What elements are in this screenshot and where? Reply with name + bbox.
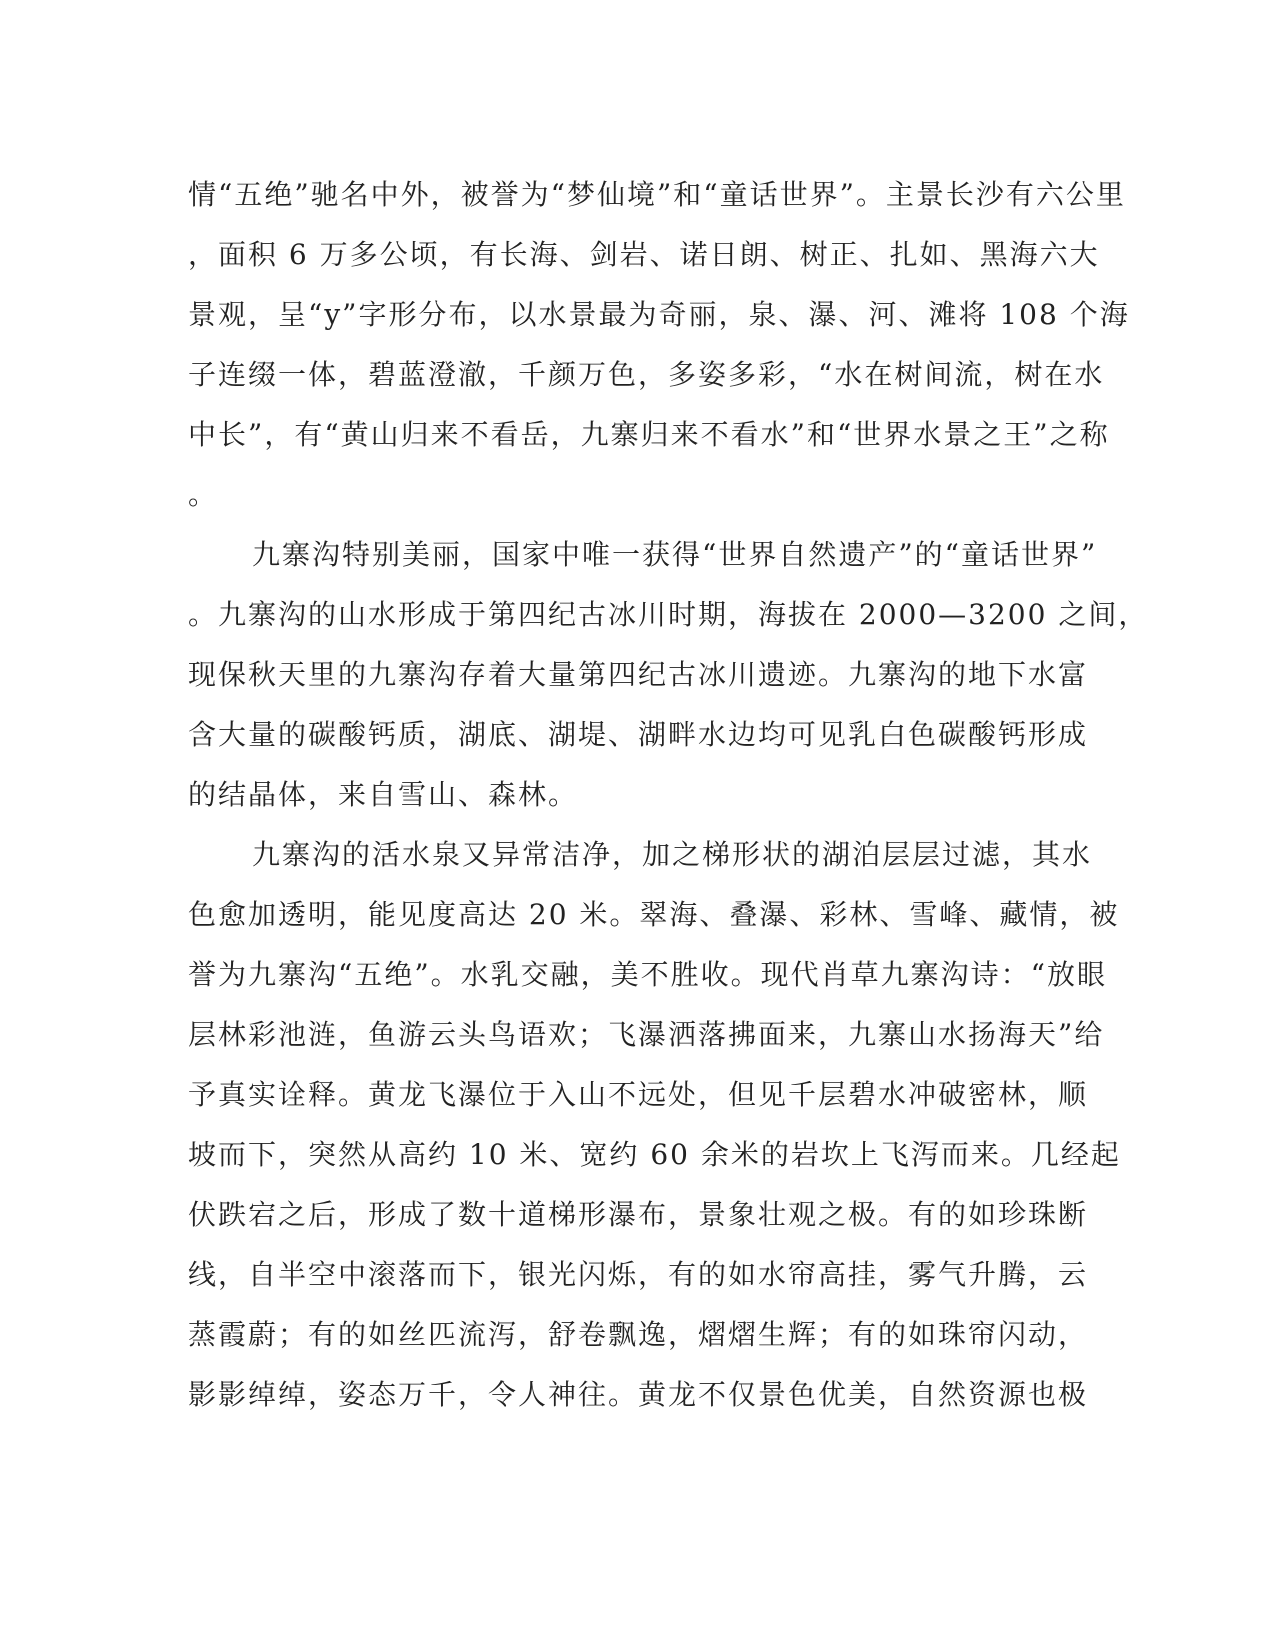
- text-line: 蒸霞蔚；有的如丝匹流泻，舒卷飘逸，熠熠生辉；有的如珠帘闪动，: [188, 1318, 1089, 1351]
- text-line: ，面积 6 万多公顷，有长海、剑岩、诺日朗、树正、扎如、黑海六大: [188, 238, 1100, 271]
- text-line: 。九寨沟的山水形成于第四纪古冰川时期，海拔在 2000—3200 之间，: [188, 598, 1149, 631]
- text-line: 誉为九寨沟“五绝”。水乳交融，美不胜收。现代肖草九寨沟诗：“放眼: [188, 958, 1107, 991]
- text-line: 子连缀一体，碧蓝澄澈，千颜万色，多姿多彩，“水在树间流，树在水: [188, 358, 1105, 391]
- text-line: 伏跌宕之后，形成了数十道梯形瀑布，景象壮观之极。有的如珍珠断: [188, 1198, 1089, 1231]
- text-line: 层林彩池涟，鱼游云头鸟语欢；飞瀑洒落拂面来，九寨山水扬海天”给: [188, 1018, 1105, 1051]
- text-line: 中长”，有“黄山归来不看岳，九寨归来不看水”和“世界水景之王”之称: [188, 418, 1110, 451]
- text-line: 现保秋天里的九寨沟存着大量第四纪古冰川遗迹。九寨沟的地下水富: [188, 658, 1089, 691]
- body-text: [188, 165, 1149, 1425]
- text-line: 含大量的碳酸钙质，湖底、湖堤、湖畔水边均可见乳白色碳酸钙形成: [188, 718, 1089, 751]
- text-line: 景观，呈“y”字形分布，以水景最为奇丽，泉、瀑、河、滩将 108 个海: [188, 298, 1130, 331]
- text-line: 情“五绝”驰名中外，被誉为“梦仙境”和“童话世界”。主景长沙有六公里: [188, 178, 1126, 211]
- text-line: 予真实诠释。黄龙飞瀑位于入山不远处，但见千层碧水冲破密林，顺: [188, 1078, 1089, 1111]
- text-line: 影影绰绰，姿态万千，令人神往。黄龙不仅景色优美，自然资源也极: [188, 1378, 1089, 1411]
- text-line: 色愈加透明，能见度高达 20 米。翠海、叠瀑、彩林、雪峰、藏情，被: [188, 898, 1120, 931]
- paragraph-start-line: 九寨沟的活水泉又异常洁净，加之梯形状的湖泊层层过滤，其水: [252, 838, 1093, 871]
- text-line: 的结晶体，来自雪山、森林。: [188, 778, 579, 811]
- text-line: 。: [188, 478, 219, 511]
- paragraph-start-line: 九寨沟特别美丽，国家中唯一获得“世界自然遗产”的“童话世界”: [252, 538, 1098, 571]
- text-line: 坡而下，突然从高约 10 米、宽约 60 余米的岩坎上飞泻而来。几经起: [188, 1138, 1121, 1171]
- text-line: 线，自半空中滚落而下，银光闪烁，有的如水帘高挂，雾气升腾，云: [188, 1258, 1089, 1291]
